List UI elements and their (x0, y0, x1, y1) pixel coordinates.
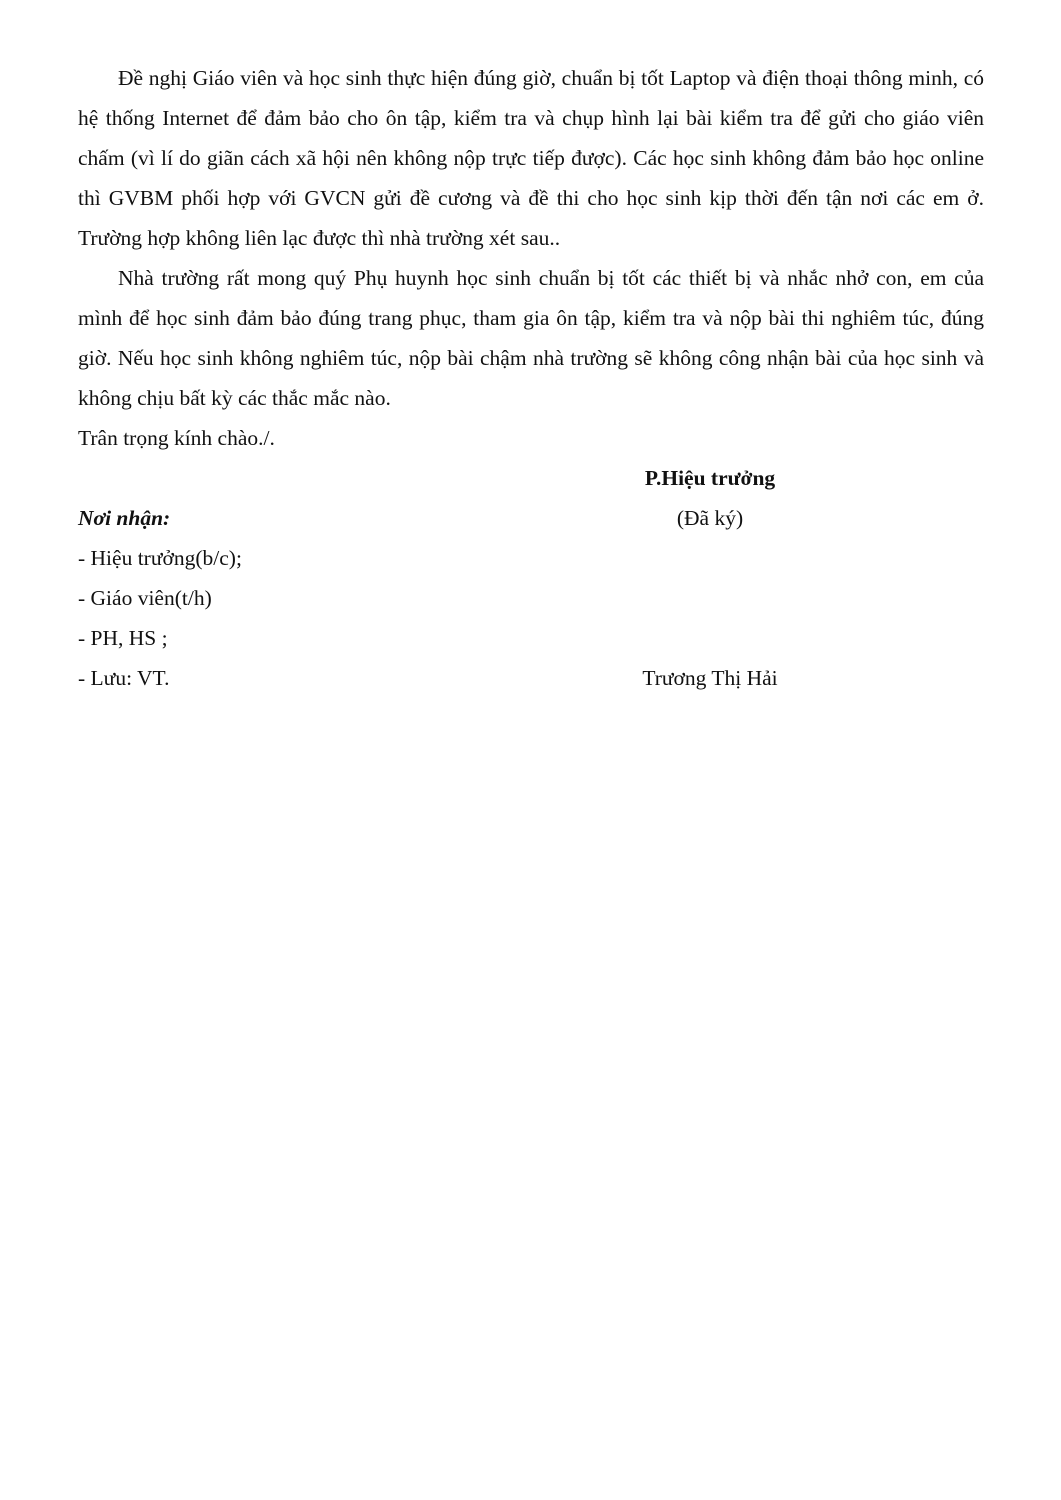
paragraph-request-parents: Nhà trường rất mong quý Phụ huynh học sinh chuẩn bị tốt các thiết bị và nhắc nhở con, em của mình để học sinh đảm bảo đúng trang phục, tham gia ôn tập, kiểm tra và nộp bài thi nghiêm túc, đúng giờ. Nếu học sinh không nghiêm túc, nộp bài chậm nhà trường sẽ không công nhận bài của học sinh và không chịu bất kỳ các thắc mắc nào. (78, 266, 984, 410)
closing-greeting: Trân trọng kính chào./. (78, 426, 275, 450)
signature-signed-note: (Đã ký) (676, 506, 744, 530)
recipients-block (78, 498, 498, 698)
recipients-heading: Nơi nhận: (78, 506, 171, 530)
recipient-item: - Lưu: VT. (78, 666, 170, 690)
signature-name: Trương Thị Hải (642, 666, 778, 690)
letter-body (78, 58, 984, 458)
recipient-item: - PH, HS ; (78, 626, 168, 650)
recipient-item: - Hiệu trưởng(b/c); (78, 546, 242, 570)
recipient-item: - Giáo viên(t/h) (78, 586, 212, 610)
signature-title: P.Hiệu trưởng (644, 466, 776, 490)
paragraph-instructions: Đề nghị Giáo viên và học sinh thực hiện đúng giờ, chuẩn bị tốt Laptop và điện thoại thông minh, có hệ thống Internet để đảm bảo cho ôn tập, kiểm tra và chụp hình lại bài kiểm tra để gửi cho giáo viên chấm (vì lí do giãn cách xã hội nên không nộp trực tiếp được). Các học sinh không đảm bảo học online thì GVBM phối hợp với GVCN gửi đề cương và đề thi cho học sinh kịp thời đến tận nơi các em ở. Trường hợp không liên lạc được thì nhà trường xét sau.. (78, 66, 984, 250)
recipients-list (78, 538, 498, 698)
